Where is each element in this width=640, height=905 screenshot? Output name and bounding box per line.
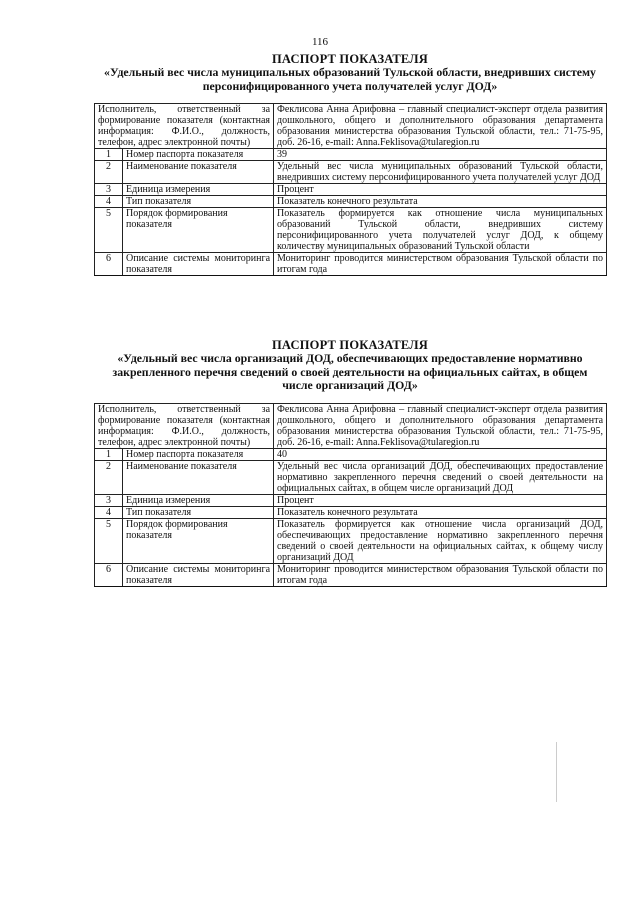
row-value: 40	[274, 448, 607, 460]
passport-table	[94, 403, 607, 587]
scan-artifact-line	[556, 742, 557, 802]
table-row	[95, 208, 607, 253]
table-row	[95, 494, 607, 506]
passport-subtitle: «Удельный вес числа муниципальных образований Тульской области, внедривших систему персонифицированного учета получателей услуг ДОД»	[104, 65, 596, 93]
row-value: 39	[274, 149, 607, 161]
row-number: 1	[95, 448, 123, 460]
row-number: 4	[95, 506, 123, 518]
row-value: Мониторинг проводится министерством образования Тульской области по итогам года	[274, 563, 607, 586]
executor-value: Феклисова Анна Арифовна – главный специалист-эксперт отдела развития дошкольного, общего и дополнительного образования департамента образования министерства образования Тульской области, тел.: 71-75-95, доб. 26-16, e-mail: Anna.Feklisova@tularegion.ru	[274, 403, 607, 448]
row-value: Показатель конечного результата	[274, 196, 607, 208]
row-number: 4	[95, 196, 123, 208]
row-value: Показатель конечного результата	[274, 506, 607, 518]
row-label: Тип показателя	[123, 506, 274, 518]
table-row	[95, 518, 607, 563]
row-number: 6	[95, 253, 123, 276]
executor-value: Феклисова Анна Арифовна – главный специалист-эксперт отдела развития дошкольного, общего и дополнительного образования департамента образования министерства образования Тульской области, тел.: 71-75-95, доб. 26-16, e-mail: Anna.Feklisova@tularegion.ru	[274, 104, 607, 149]
row-value: Удельный вес числа муниципальных образований Тульской области, внедривших систему персонифицированного учета получателей услуг ДОД	[274, 161, 607, 184]
row-number: 5	[95, 518, 123, 563]
table-row	[95, 253, 607, 276]
table-row	[95, 563, 607, 586]
table-row	[95, 184, 607, 196]
row-label: Тип показателя	[123, 196, 274, 208]
executor-label: Исполнитель, ответственный за формирование показателя (контактная информация: Ф.И.О., должность, телефон, адрес электронной почты)	[95, 403, 274, 448]
row-label: Номер паспорта показателя	[123, 448, 274, 460]
table-row	[95, 506, 607, 518]
row-value: Процент	[274, 494, 607, 506]
row-number: 5	[95, 208, 123, 253]
row-number: 6	[95, 563, 123, 586]
row-number: 3	[95, 184, 123, 196]
table-row	[95, 448, 607, 460]
passport-table	[94, 103, 607, 276]
page-number: 116	[311, 36, 329, 48]
row-label: Описание системы мониторинга показателя	[123, 253, 274, 276]
row-value: Процент	[274, 184, 607, 196]
passport-title: ПАСПОРТ ПОКАЗАТЕЛЯ	[271, 52, 429, 66]
row-label: Описание системы мониторинга показателя	[123, 563, 274, 586]
row-label: Порядок формирования показателя	[123, 208, 274, 253]
row-label: Единица измерения	[123, 494, 274, 506]
row-label: Номер паспорта показателя	[123, 149, 274, 161]
executor-row	[95, 104, 607, 149]
row-label: Порядок формирования показателя	[123, 518, 274, 563]
table-row	[95, 149, 607, 161]
indicator-passport-40	[94, 338, 606, 587]
row-value: Показатель формируется как отношение числа муниципальных образований Тульской области, внедривших систему персонифицированного учета получателей услуг ДОД, к общему количеству муниципальных образований Тульской области	[274, 208, 607, 253]
row-label: Наименование показателя	[123, 460, 274, 494]
row-number: 1	[95, 149, 123, 161]
table-row	[95, 161, 607, 184]
passport-title: ПАСПОРТ ПОКАЗАТЕЛЯ	[271, 338, 429, 352]
table-row	[95, 196, 607, 208]
executor-row	[95, 403, 607, 448]
row-number: 3	[95, 494, 123, 506]
indicator-passport-39	[94, 52, 606, 276]
row-number: 2	[95, 161, 123, 184]
executor-label: Исполнитель, ответственный за формирование показателя (контактная информация: Ф.И.О., должность, телефон, адрес электронной почты)	[95, 104, 274, 149]
row-label: Наименование показателя	[123, 161, 274, 184]
passport-subtitle: «Удельный вес числа организаций ДОД, обеспечивающих предоставление нормативно закрепленного перечня сведений о своей деятельности на официальных сайтах, в общем числе организаций ДОД»	[112, 351, 588, 392]
row-value: Удельный вес числа организаций ДОД, обеспечивающих предоставление нормативно закрепленного перечня сведений о своей деятельности на официальных сайтах, в общем числе организаций ДОД	[274, 460, 607, 494]
table-row	[95, 460, 607, 494]
row-number: 2	[95, 460, 123, 494]
row-value: Показатель формируется как отношение числа организаций ДОД, обеспечивающих предоставление нормативно закрепленного перечня сведений о своей деятельности на официальных сайтах, к общему числу организаций ДОД	[274, 518, 607, 563]
row-label: Единица измерения	[123, 184, 274, 196]
row-value: Мониторинг проводится министерством образования Тульской области по итогам года	[274, 253, 607, 276]
